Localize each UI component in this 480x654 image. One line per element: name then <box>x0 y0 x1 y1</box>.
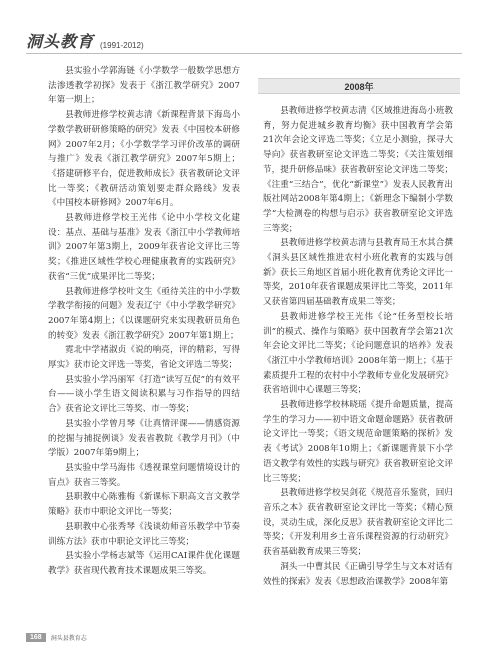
right-column <box>263 104 453 589</box>
page-header <box>26 22 456 52</box>
header-divider <box>26 53 462 54</box>
page-footer <box>26 633 87 642</box>
paragraph: 县实验中学马海伟《透视课堂问题情境设计的盲点》获省三等奖。 <box>48 462 240 488</box>
paragraph: 县教师进修学校王光伟《论中小学校文化建设：基点、基础与基准》发表《浙江中小学教师培训》2007年第3期上，2009年获省论文评比三等奖；《推进区域性学校心理健康教育的实践研究》获省“三优”成果评比二等奖； <box>48 213 240 282</box>
paragraph: 县教师进修学校黄志清与县教育局王水其合撰《洞头县区域性推进农村小班化教育的实践与创新》获长三角地区首届小班化教育优秀论文评比一等奖，2010年获省课题成果评比二等奖，2011年又获省第四届基础教育成果二等奖； <box>263 238 453 308</box>
paragraph: 霓北中学褚淑贞《说的响亮，评的精彩，写得厚实》获市论文评选一等奖，省论文评选二等奖； <box>48 345 240 371</box>
paragraph: 县实验小学郭海链《小学数学一般数学思想方法渗透教学初探》发表于《浙江教学研究》2007年第一期上； <box>48 66 240 106</box>
paragraph: 县职教中心张秀琴《浅谈幼师音乐教学中节奏训练方法》获市中职论文评比三等奖； <box>48 521 240 547</box>
book-logo: 洞头教育 <box>26 32 95 51</box>
year-heading: 2008年 <box>258 78 460 94</box>
paragraph: 县实验小学冯丽军《打造“读写互促”的有效平台——谈小学生语文阅读积累与习作指导的四结合》获省论文评比三等奖、市一等奖； <box>48 374 240 415</box>
paragraph: 县教师进修学校叶文生《亟待关注的中小学数学教学衔接的问题》发表辽宁《中小学教学研究》2007年第4期上；《以课题研究来实现教研员角色的转变》发表《浙江教学研究》2007年第1期上； <box>48 286 240 341</box>
paragraph: 县职教中心陈雅梅《新课标下职高文言文教学策略》获市中职论文评比一等奖； <box>48 492 240 518</box>
paragraph: 县教师进修学校黄志清《区域推进海岛小班教育，努力促进城乡教育均衡》获中国教育学会第21次年会论文评选二等奖；《立足小测验，探寻大导向》获省教研室论文评选二等奖；《关注策划细节，提升研修品味》获省教研室论文评选二等奖；《注重“三结合”，优化“新课堂”》发表人民教育出版社网站2008年第4期上；《新理念下编制小学数学“大检测卷的构想与启示》获省教研室论文评选三等奖； <box>263 106 453 234</box>
paragraph: 县教师进修学校吴剑花《规范音乐鉴赏，回归音乐之本》获省教研室论文评比一等奖；《精心预设，灵动生成，深化反思》获省教研室论文评比二等奖；《开发利用乡土音乐课程资源的行动研究》获省基础教育成果三等奖； <box>263 488 453 558</box>
year-range: (1991-2012) <box>100 41 144 50</box>
paragraph: 县教师进修学校王光伟《论“任务型校长培训”的模式、操作与策略》获中国教育学会第21次年会论文评比二等奖；《论问题意识的培养》发表《浙江中小学教师培训》2008年第一期上；《基于素质提升工程的农村中小学教师专业化发展研究》获省培训中心课题三等奖； <box>263 311 453 396</box>
paragraph: 县实验小学杨志斌等《运用CAI课件优化课题教学》获省现代教育技术课题成果三等奖。 <box>48 551 240 576</box>
paragraph: 县教师进修学校林晓瑶《提升命题质量，提高学生的学习力——初中语文命题命题路》获省教研论文评比一等奖；《语文规范命题策略的探析》发表《考试》2008年10期上；《新课题背景下小学语文教学有效性的实践与研究》获省教研室论文评比三等奖； <box>263 400 453 484</box>
paragraph: 洞头一中曹其民《正确引导学生与文本对话有效性的探索》发表《思想政治课教学》2008年第 <box>263 561 453 587</box>
paragraph: 县实验小学曾月琴《让真情评课——情感资源的挖掘与捕捉例谈》发表省教院《教学月刊》（中学版）2007年第9期上； <box>48 418 240 459</box>
page-number: 168 <box>26 633 46 642</box>
footer-title: 洞头县教育志 <box>50 636 87 642</box>
paragraph: 县教师进修学校黄志清《新课程背景下海岛小学数学教研研修策略的研究》发表《中国校本研修网》2007年2月；《小学数学学习评价改革的调研与推广》发表《浙江教学研究》2007年5期上；《搭建研修平台，促进教师成长》获省教研论文评比一等奖；《教研活动策划要走群众路线》发表《中国校本研修网》2007年6月。 <box>48 110 240 209</box>
left-column <box>48 64 240 579</box>
